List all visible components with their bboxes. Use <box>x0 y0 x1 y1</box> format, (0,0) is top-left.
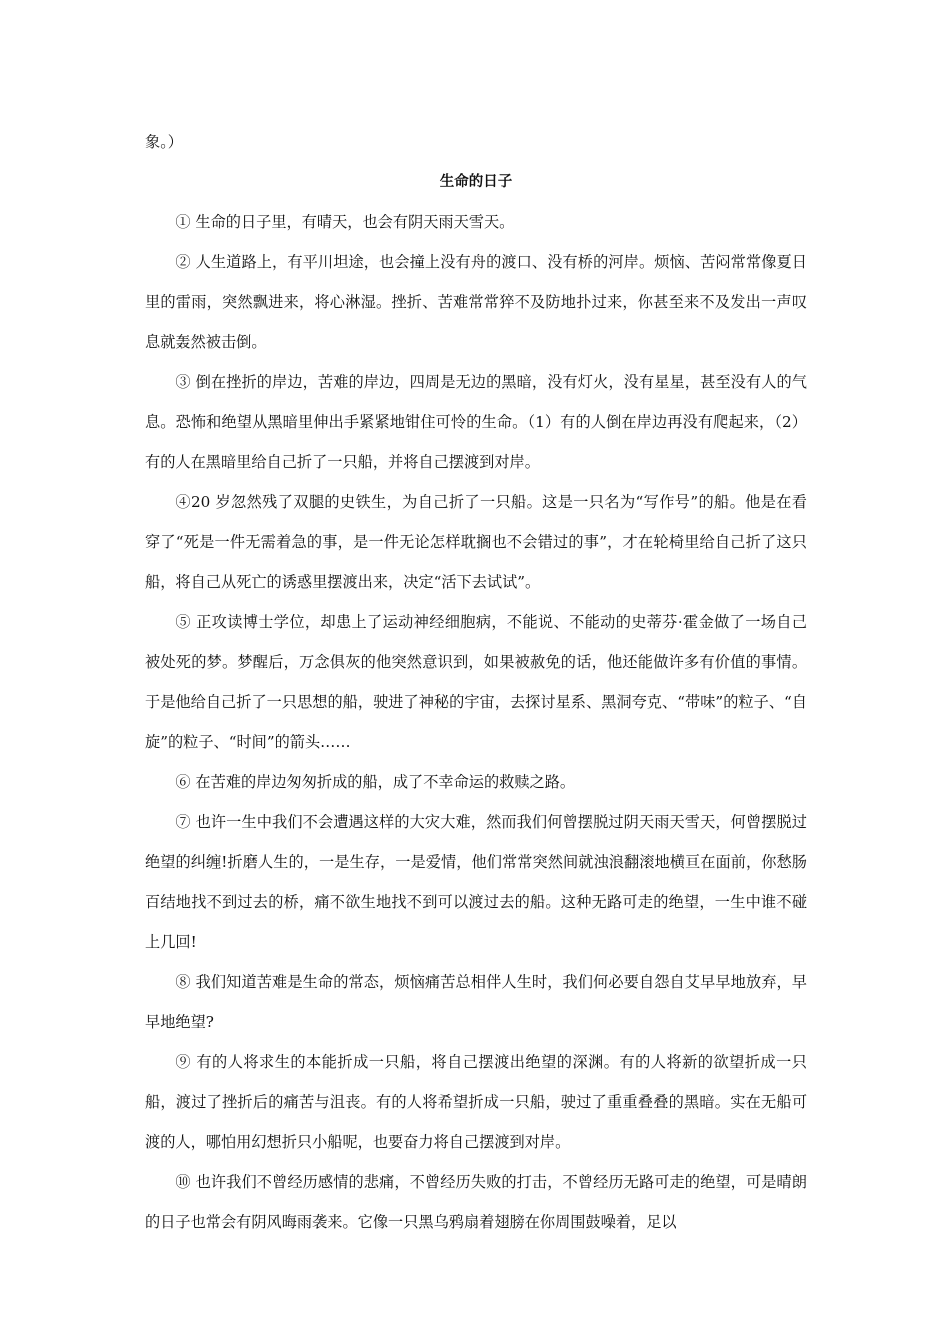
paragraph-8: ⑧ 我们知道苦难是生命的常态，烦恼痛苦总相伴人生时，我们何必要自怨自艾早早地放弃，早早地绝望? <box>145 973 807 1031</box>
article-title: 生命的日子 <box>439 174 513 190</box>
paragraph-7: ⑦ 也许一生中我们不会遭遇这样的大灾大难，然而我们何曾摆脱过阴天雨天雪天，何曾摆脱过绝望的纠缠!折磨人生的，一是生存，一是爱情，他们常常突然间就浊浪翻滚地横亘在面前，你愁肠百结地找不到过去的桥，痛不欲生地找不到可以渡过去的船。这种无路可走的绝望，一生中谁不碰上几回! <box>145 813 807 951</box>
paragraph-1: ① 生命的日子里，有晴天，也会有阴天雨天雪天。 <box>175 213 515 231</box>
paragraph-3: ③ 倒在挫折的岸边，苦难的岸边，四周是无边的黑暗，没有灯火，没有星星，甚至没有人的气息。恐怖和绝望从黑暗里伸出手紧紧地钳住可怜的生命。（1）有的人倒在岸边再没有爬起来，（2）有的人在黑暗里给自己折了一只船，并将自己摆渡到对岸。 <box>145 373 807 471</box>
paragraph-9: ⑨ 有的人将求生的本能折成一只船，将自己摆渡出绝望的深渊。有的人将新的欲望折成一只船，渡过了挫折后的痛苦与沮丧。有的人将希望折成一只船，驶过了重重叠叠的黑暗。实在无船可渡的人，哪怕用幻想折只小船呢，也要奋力将自己摆渡到对岸。 <box>145 1053 807 1151</box>
document-body <box>145 122 807 1242</box>
paragraph-5: ⑤ 正攻读博士学位，却患上了运动神经细胞病，不能说、不能动的史蒂芬·霍金做了一场自己被处死的梦。梦醒后，万念俱灰的他突然意识到，如果被赦免的话，他还能做许多有价值的事情。于是他给自己折了一只思想的船，驶进了神秘的宇宙，去探讨星系、黑洞夸克、“带味”的粒子、“自旋”的粒子、“时间”的箭头…… <box>145 613 807 751</box>
previous-text-continuation: 象。） <box>145 133 183 151</box>
paragraph-6: ⑥ 在苦难的岸边匆匆折成的船，成了不幸命运的救赎之路。 <box>175 773 576 791</box>
paragraph-4: ④20 岁忽然残了双腿的史铁生，为自己折了一只船。这是一只名为“写作号”的船。他是在看穿了“死是一件无需着急的事，是一件无论怎样耽搁也不会错过的事”，才在轮椅里给自己折了这只船，将自己从死亡的诱惑里摆渡出来，决定“活下去试试”。 <box>145 493 807 591</box>
paragraph-10: ⑩ 也许我们不曾经历感情的悲痛，不曾经历失败的打击，不曾经历无路可走的绝望，可是晴朗的日子也常会有阴风晦雨袭来。它像一只黑乌鸦扇着翅膀在你周围鼓噪着，足以 <box>145 1173 807 1231</box>
paragraph-2: ② 人生道路上，有平川坦途，也会撞上没有舟的渡口、没有桥的河岸。烦恼、苦闷常常像夏日里的雷雨，突然飘进来，将心淋湿。挫折、苦难常常猝不及防地扑过来，你甚至来不及发出一声叹息就轰然被击倒。 <box>145 253 807 351</box>
